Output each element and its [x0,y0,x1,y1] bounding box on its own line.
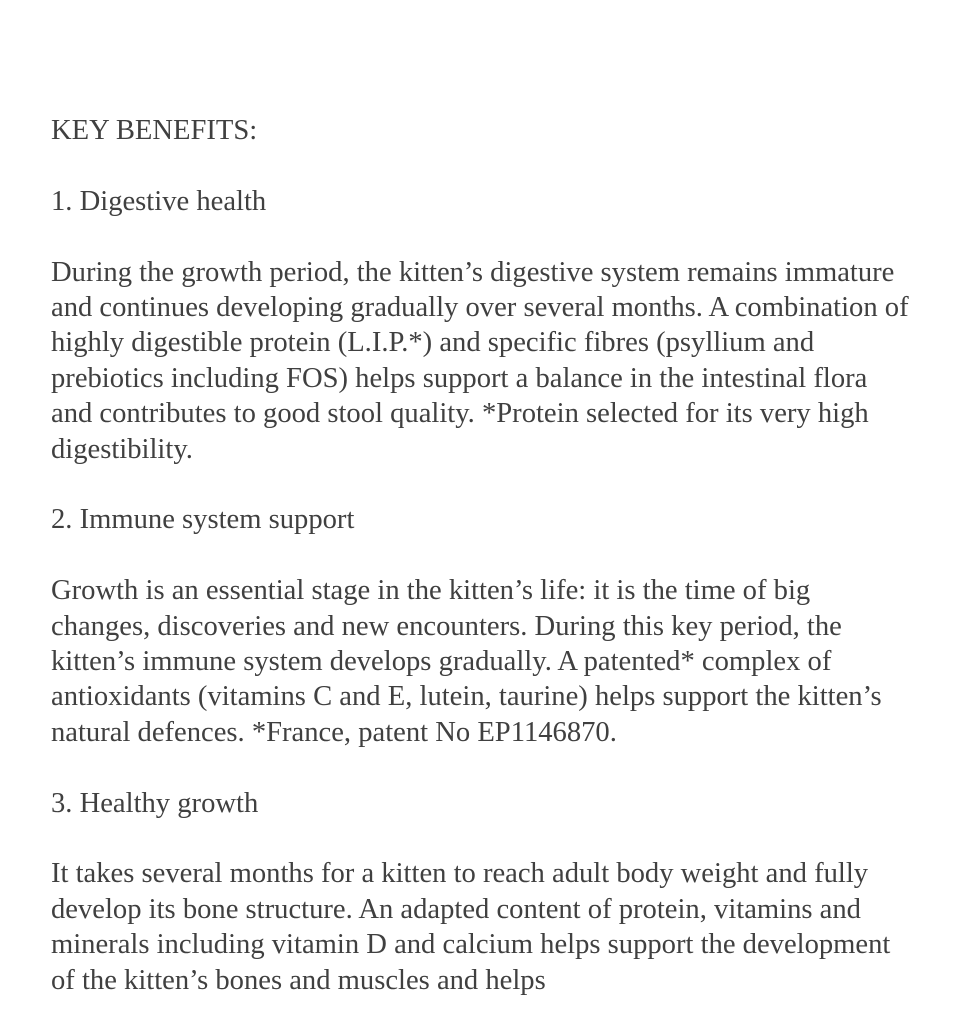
section-title-healthy-growth: 3. Healthy growth [51,787,259,819]
product-description [51,113,931,1033]
section-text-immune-system: Growth is an essential stage in the kitten’s life: it is the time of big changes, discoveries and new encounters. During this key period, the kitten’s immune system develops gradually. A patented* complex of antioxidants (vitamins C and E, lutein, taurine) helps support the kitten’s natural defences. *France, patent No EP1146870. [51,575,882,748]
key-benefits-heading: KEY BENEFITS: [51,115,258,146]
section-title-immune-system: 2. Immune system support [51,504,355,536]
section-title-digestive-health: 1. Digestive health [51,185,267,217]
section-text-healthy-growth: It takes several months for a kitten to reach adult body weight and fully develop its bone structure. An adapted content of protein, vitamins and minerals including vitamin D and calcium helps support the development of the kitten’s bones and muscles and helps [51,858,891,996]
section-text-digestive-health: During the growth period, the kitten’s digestive system remains immature and continues developing gradually over several months. A combination of highly digestible protein (L.I.P.*) and specific fibres (psyllium and prebiotics including FOS) helps support a balance in the intestinal flora and contributes to good stool quality. *Protein selected for its very high digestibility. [51,256,909,465]
